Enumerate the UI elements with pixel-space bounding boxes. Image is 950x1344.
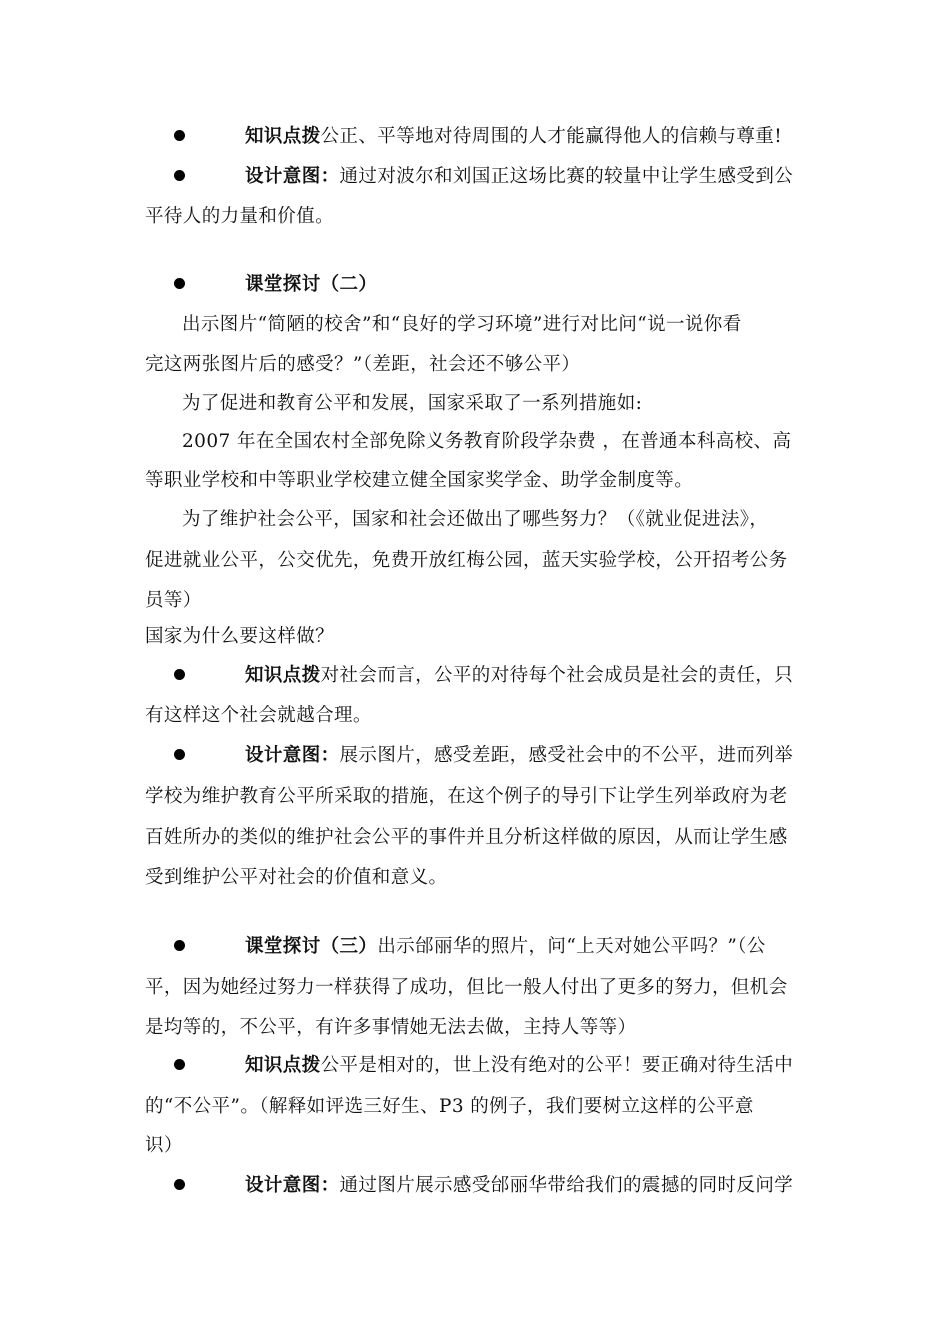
bullet-icon <box>174 278 185 289</box>
paragraph-line: 等职业学校和中等职业学校建立健全国家奖学金、助学金制度等。 <box>145 470 694 491</box>
paragraph-line: 是均等的，不公平，有许多事情她无法去做，主持人等等） <box>145 1017 637 1038</box>
text: 公平是相对的，世上没有绝对的公平！要正确对待生活中 <box>320 1055 794 1076</box>
paragraph-line: 出示图片“简陋的校舍”和“良好的学习环境”进行对比问“说一说你看 <box>182 314 742 335</box>
bullet-icon <box>174 749 185 760</box>
design-intent-1 <box>245 165 793 189</box>
bullet-icon <box>174 1179 185 1190</box>
knowledge-point-3 <box>245 1054 793 1078</box>
paragraph-line: 2007 年在全国农村全部免除义务教育阶段学杂费 ，在普通本科高校、高 <box>182 431 792 452</box>
text: 出示邰丽华的照片，问“上天对她公平吗？”（公 <box>377 936 766 957</box>
text: 通过图片展示感受邰丽华带给我们的震撼的同时反问学 <box>339 1175 794 1196</box>
paragraph-line: 百姓所办的类似的维护社会公平的事件并且分析这样做的原因，从而让学生感 <box>145 827 788 848</box>
paragraph-line: 为了促进和教育公平和发展，国家采取了一系列措施如: <box>182 393 643 414</box>
knowledge-point-2 <box>245 664 793 688</box>
paragraph-line: 促进就业公平，公交优先，免费开放红梅公园，蓝天实验学校，公开招考公务 <box>145 550 788 571</box>
design-intent-3 <box>245 1174 793 1198</box>
text: 通过对波尔和刘国正这场比赛的较量中让学生感受到公 <box>339 166 794 187</box>
paragraph-line: 平待人的力量和价值。 <box>145 206 335 227</box>
label: 知识点拨 <box>245 1055 321 1076</box>
label: 设计意图： <box>245 1175 340 1196</box>
classroom-discussion-2-heading: 课堂探讨（二） <box>245 274 378 295</box>
label: 知识点拨 <box>245 126 321 147</box>
bullet-icon <box>174 1059 185 1070</box>
paragraph-line: 的“不公平”。（解释如评选三好生、P3 的例子，我们要树立这样的公平意 <box>145 1096 754 1117</box>
label: 设计意图： <box>245 745 340 766</box>
label: 知识点拨 <box>245 665 321 686</box>
paragraph-line: 员等） <box>145 590 202 611</box>
paragraph-line: 为了维护社会公平，国家和社会还做出了哪些努力？（《就业促进法》， <box>182 509 769 530</box>
bullet-icon <box>174 170 185 181</box>
paragraph-line: 平，因为她经过努力一样获得了成功，但比一般人付出了更多的努力，但机会 <box>145 977 788 998</box>
paragraph-line: 受到维护公平对社会的价值和意义。 <box>145 867 448 888</box>
bullet-icon <box>174 669 185 680</box>
label: 课堂探讨（三） <box>245 936 378 957</box>
bullet-icon <box>174 130 185 141</box>
paragraph-line: 有这样这个社会就越合理。 <box>145 705 372 726</box>
paragraph-line: 识） <box>145 1135 183 1156</box>
paragraph-line: 完这两张图片后的感受？”（差距，社会还不够公平） <box>145 354 581 375</box>
bullet-icon <box>174 940 185 951</box>
design-intent-2 <box>245 744 793 768</box>
text: 对社会而言，公平的对待每个社会成员是社会的责任，只 <box>320 665 794 686</box>
knowledge-point-1 <box>245 125 782 149</box>
classroom-discussion-3 <box>245 935 766 959</box>
paragraph-line: 学校为维护教育公平所采取的措施，在这个例子的导引下让学生列举政府为老 <box>145 786 788 807</box>
text: 展示图片，感受差距，感受社会中的不公平，进而列举 <box>339 745 794 766</box>
label: 设计意图： <box>245 166 340 187</box>
paragraph-line: 国家为什么要这样做？ <box>145 626 335 647</box>
text: 公正、平等地对待周围的人才能赢得他人的信赖与尊重! <box>320 126 783 147</box>
